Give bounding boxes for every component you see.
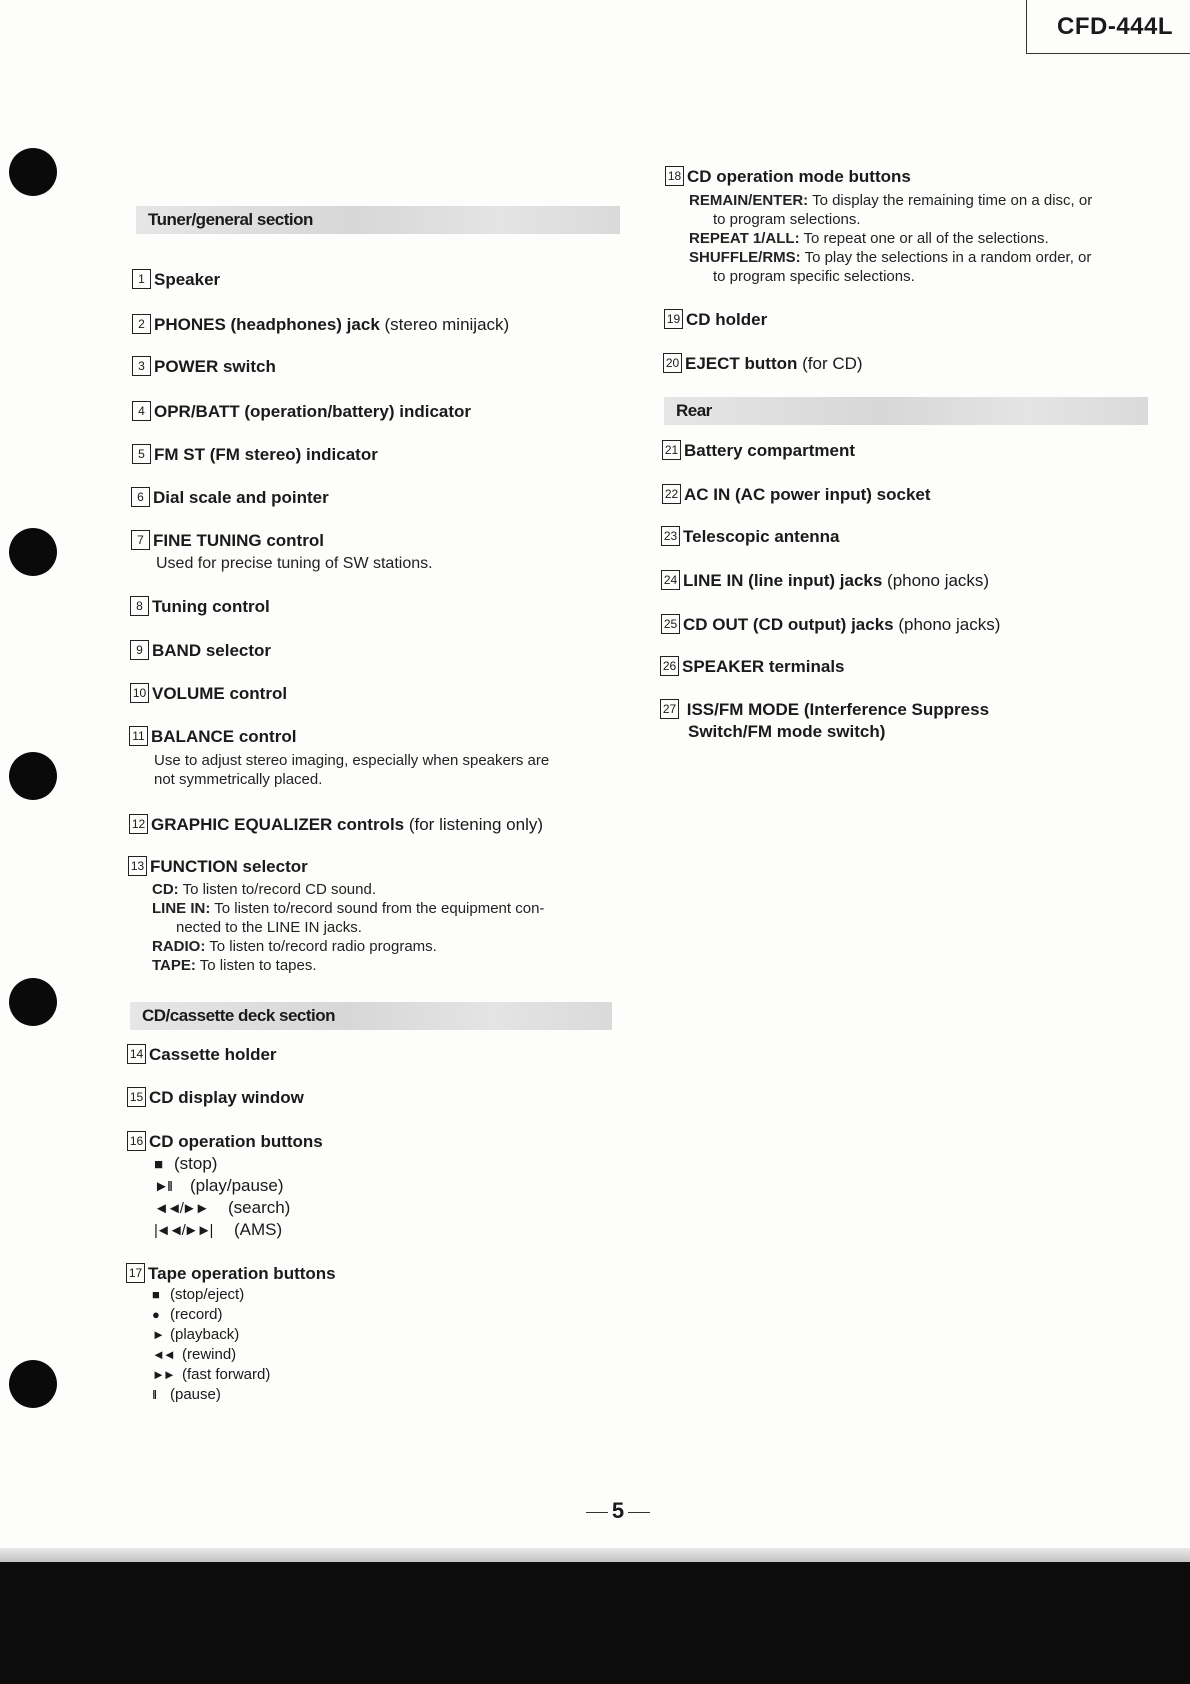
item-title: Dial scale and pointer <box>153 488 329 507</box>
item-9 <box>130 640 271 662</box>
cd-stop-button-info <box>154 1153 217 1176</box>
item-21 <box>662 440 855 462</box>
stop-icon: ■ <box>152 1287 158 1302</box>
item-note: (for listening only) <box>404 815 544 834</box>
rewind-icon: ◄◄ <box>152 1347 174 1362</box>
item-title: OPR/BATT (operation/battery) indicator <box>154 402 472 421</box>
item-1 <box>132 269 220 291</box>
tape-playback-info <box>152 1325 239 1345</box>
item-title: SPEAKER terminals <box>682 657 845 676</box>
model-number: CFD-444L <box>1026 0 1190 54</box>
item-note: (phono jacks) <box>893 615 1001 634</box>
option-text: To listen to/record radio programs. <box>205 938 437 955</box>
scan-background <box>0 1562 1190 1684</box>
button-function: (pause) <box>170 1386 221 1403</box>
item-24 <box>661 570 989 592</box>
item-note: (stereo minijack) <box>379 315 510 334</box>
item-number: 20 <box>663 353 682 373</box>
option-text: nected to the LINE IN jacks. <box>176 919 362 936</box>
item-number: 24 <box>661 570 680 590</box>
item-number: 4 <box>132 401 151 421</box>
item-19 <box>664 309 767 331</box>
item-22 <box>662 484 931 506</box>
item-title: BAND selector <box>152 641 272 660</box>
item-title: CD operation buttons <box>149 1132 323 1151</box>
option-text: To play the selections in a random order, or <box>800 249 1092 266</box>
item-number: 1 <box>132 269 151 289</box>
item-title: CD operation mode buttons <box>687 167 911 186</box>
tape-fast-forward-info <box>152 1365 270 1385</box>
pause-icon: II <box>152 1387 156 1402</box>
play-pause-icon: ►II <box>154 1178 172 1195</box>
item-number: 2 <box>132 314 151 334</box>
option-text: To listen to/record sound from the equipment con- <box>210 900 545 917</box>
description-line: not symmetrically placed. <box>154 771 323 788</box>
item-title: CD holder <box>686 310 768 329</box>
tape-rewind-info <box>152 1345 236 1365</box>
item-6 <box>131 487 329 509</box>
item-title: FM ST (FM stereo) indicator <box>154 445 378 464</box>
item-20 <box>663 353 863 375</box>
button-function: (search) <box>228 1198 291 1217</box>
item-number: 14 <box>127 1044 146 1064</box>
item-title: LINE IN (line input) jacks <box>683 571 883 590</box>
fast-forward-icon: ►► <box>152 1367 174 1382</box>
item-number: 19 <box>664 309 683 329</box>
item-7 <box>131 530 324 552</box>
item-title: POWER switch <box>154 357 276 376</box>
item-note: (for CD) <box>797 354 863 373</box>
item-title: Speaker <box>154 270 221 289</box>
item-17 <box>126 1263 336 1285</box>
item-27 <box>660 699 989 721</box>
item-number: 27 <box>660 699 679 719</box>
item-note: (phono jacks) <box>882 571 990 590</box>
item-5 <box>132 444 378 466</box>
binder-hole <box>9 148 57 196</box>
option-text: To listen to tapes. <box>195 957 317 974</box>
item-number: 10 <box>130 683 149 703</box>
item-number: 5 <box>132 444 151 464</box>
item-title: Tape operation buttons <box>148 1264 336 1283</box>
item-10 <box>130 683 287 705</box>
item-number: 18 <box>665 166 684 186</box>
item-title: EJECT button <box>685 354 798 373</box>
item-title: CD OUT (CD output) jacks <box>683 615 894 634</box>
button-function: (record) <box>170 1306 223 1323</box>
item-number: 15 <box>127 1087 146 1107</box>
tape-record-info <box>152 1305 223 1325</box>
section-header-rear: Rear <box>664 397 1148 425</box>
page-number-value: 5 <box>611 1498 625 1523</box>
item-11 <box>129 726 296 748</box>
item-3 <box>132 356 276 378</box>
item-number: 21 <box>662 440 681 460</box>
option-text: to program selections. <box>713 211 861 228</box>
item-title: ISS/FM MODE (Interference Suppress <box>686 700 990 719</box>
item-title: FINE TUNING control <box>153 531 324 550</box>
option-text: To listen to/record CD sound. <box>178 881 376 898</box>
item-title: PHONES (headphones) jack <box>154 315 380 334</box>
item-25 <box>661 614 1000 636</box>
section-header-cd-cassette: CD/cassette deck section <box>130 1002 612 1030</box>
item-number: 3 <box>132 356 151 376</box>
item-number: 8 <box>130 596 149 616</box>
cd-play-pause-info <box>154 1175 284 1198</box>
item-number: 23 <box>661 526 680 546</box>
play-icon: ► <box>152 1327 163 1342</box>
item-title: Battery compartment <box>684 441 855 460</box>
item-27-title-continued <box>688 721 885 743</box>
option-label: SHUFFLE/RMS: <box>689 249 801 266</box>
item-18 <box>665 166 911 188</box>
tape-stop-eject-info <box>152 1285 244 1305</box>
item-13 <box>128 856 308 878</box>
item-title: CD display window <box>149 1088 304 1107</box>
button-function: (stop/eject) <box>170 1286 245 1303</box>
item-2 <box>132 314 509 336</box>
item-title: BALANCE control <box>151 727 297 746</box>
item-12 <box>129 814 543 836</box>
button-function: (play/pause) <box>190 1176 284 1195</box>
item-18-description <box>689 191 1092 286</box>
cd-ams-info <box>154 1219 282 1242</box>
item-8 <box>130 596 270 618</box>
item-number: 6 <box>131 487 150 507</box>
record-icon: ● <box>152 1307 158 1322</box>
item-7-description: Used for precise tuning of SW stations. <box>156 555 433 572</box>
option-label: CD: <box>152 881 179 898</box>
item-title: VOLUME control <box>152 684 288 703</box>
tape-pause-info <box>152 1385 221 1405</box>
binder-hole <box>9 528 57 576</box>
item-14 <box>127 1044 277 1066</box>
item-number: 26 <box>660 656 679 676</box>
item-title: FUNCTION selector <box>150 857 308 876</box>
option-label: LINE IN: <box>152 900 211 917</box>
item-4 <box>132 401 471 423</box>
item-23 <box>661 526 840 548</box>
section-header-tuner: Tuner/general section <box>136 206 620 234</box>
stop-icon: ■ <box>154 1156 162 1173</box>
option-text: to program specific selections. <box>713 268 915 285</box>
item-number: 13 <box>128 856 147 876</box>
item-number: 22 <box>662 484 681 504</box>
search-icon: ◄◄/►► <box>154 1200 208 1217</box>
binder-hole <box>9 752 57 800</box>
item-number: 9 <box>130 640 149 660</box>
cd-search-info <box>154 1197 290 1220</box>
binder-hole <box>9 978 57 1026</box>
item-number: 12 <box>129 814 148 834</box>
page-number <box>578 1498 658 1524</box>
option-label: TAPE: <box>152 957 196 974</box>
item-11-description <box>154 751 549 789</box>
description-line: Use to adjust stereo imaging, especially when speakers are <box>154 752 550 769</box>
option-label: REPEAT 1/ALL: <box>689 230 800 247</box>
ams-icon: |◄◄/►►| <box>154 1222 212 1239</box>
item-number: 16 <box>127 1131 146 1151</box>
item-title: Cassette holder <box>149 1045 277 1064</box>
button-function: (stop) <box>174 1154 218 1173</box>
button-function: (playback) <box>170 1326 240 1343</box>
item-number: 7 <box>131 530 150 550</box>
item-title: Tuning control <box>152 597 270 616</box>
option-text: To repeat one or all of the selections. <box>799 230 1049 247</box>
item-title: Telescopic antenna <box>683 527 840 546</box>
item-number: 17 <box>126 1263 145 1283</box>
item-title: AC IN (AC power input) socket <box>684 485 931 504</box>
item-title: GRAPHIC EQUALIZER controls <box>151 815 405 834</box>
binder-hole <box>9 1360 57 1408</box>
item-title: Switch/FM mode switch) <box>688 722 886 741</box>
button-function: (rewind) <box>182 1346 237 1363</box>
button-function: (fast forward) <box>182 1366 271 1383</box>
item-number: 11 <box>129 726 148 746</box>
item-16 <box>127 1131 323 1153</box>
item-26 <box>660 656 845 678</box>
item-13-description <box>152 880 544 975</box>
button-function: (AMS) <box>234 1220 283 1239</box>
option-label: REMAIN/ENTER: <box>689 192 809 209</box>
option-text: To display the remaining time on a disc, or <box>808 192 1093 209</box>
item-15 <box>127 1087 304 1109</box>
item-number: 25 <box>661 614 680 634</box>
option-label: RADIO: <box>152 938 206 955</box>
